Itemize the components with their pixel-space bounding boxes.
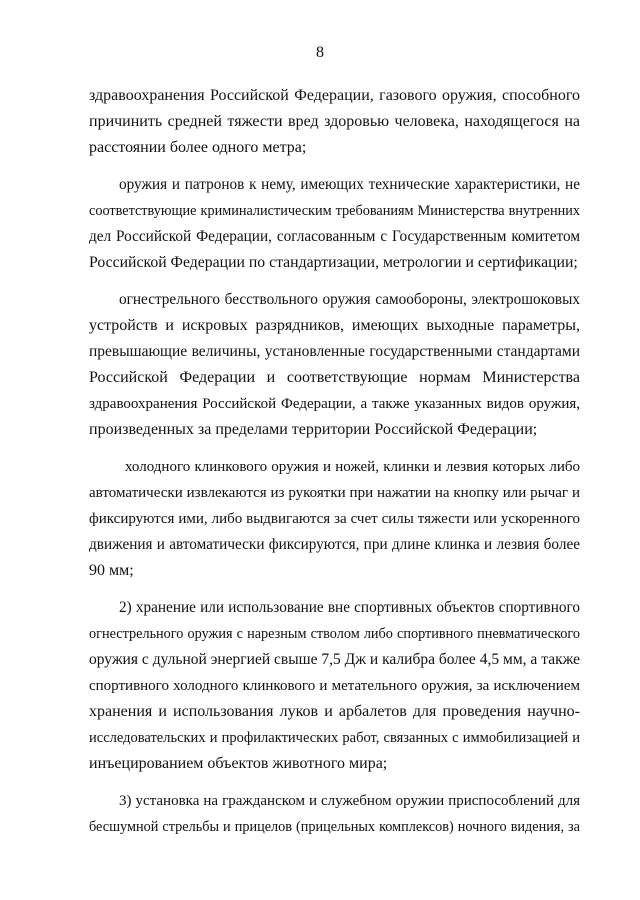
text-line: оружия и патронов к нему, имеющих технические характеристики, не <box>119 176 580 193</box>
paragraph <box>89 457 580 587</box>
text-line: фиксируются ими, либо выдвигаются за счет силы тяжести или ускоренного <box>89 511 580 527</box>
text-line: Российской Федерации и соответствующие нормам Министерства <box>89 369 580 386</box>
paragraph <box>89 290 580 446</box>
text-line: Российской Федерации по стандартизации, метрологии и сертификации; <box>89 254 578 271</box>
text-line: спортивного холодного клинкового и метательного оружия, за исключением <box>89 678 580 694</box>
text-line: автоматически извлекаются из рукоятки при нажатии на кнопку или рычаг и <box>89 485 580 501</box>
paragraph <box>89 791 580 843</box>
text-line: здравоохранения Российской Федерации, газового оружия, способного <box>89 87 580 104</box>
text-line: причинить средней тяжести вред здоровью человека, находящегося на <box>89 113 580 130</box>
paragraph <box>89 86 580 164</box>
text-line: оружия с дульной энергией свыше 7,5 Дж и калибра более 4,5 мм, а также <box>89 651 580 668</box>
page-number: 8 <box>316 44 324 61</box>
text-line: огнестрельного бесствольного оружия самообороны, электрошоковых <box>119 291 580 308</box>
text-line: холодного клинкового оружия и ножей, клинки и лезвия которых либо <box>125 459 580 475</box>
text-line: 90 мм; <box>89 562 134 579</box>
text-line: бесшумной стрельбы и прицелов (прицельных комплексов) ночного видения, за <box>89 819 580 835</box>
text-line: исследовательских и профилактических работ, связанных с иммобилизацией и <box>89 730 580 746</box>
text-line: 3) установка на гражданском и служебном оружии приспособлений для <box>119 793 580 809</box>
text-line: огнестрельного оружия с нарезным стволом либо спортивного пневматического <box>89 626 580 642</box>
text-line: хранения и использования луков и арбалетов для проведения научно- <box>89 703 580 720</box>
text-line: движения и автоматически фиксируются, при длине клинка и лезвия более <box>89 536 580 553</box>
text-line: превышающие величины, установленные государственными стандартами <box>89 343 580 360</box>
text-line: 2) хранение или использование вне спортивных объектов спортивного <box>119 599 580 616</box>
text-line: произведенных за пределами территории Российской Федерации; <box>89 421 538 438</box>
text-line: инъецированием объектов животного мира; <box>89 755 388 772</box>
text-line: устройств и искровых разрядников, имеющих выходные параметры, <box>89 317 580 334</box>
text-line: соответствующие криминалистическим требованиям Министерства внутренних <box>89 203 580 219</box>
text-line: здравоохранения Российской Федерации, а также указанных видов оружия, <box>89 396 580 412</box>
paragraph <box>89 598 580 780</box>
paragraph <box>89 175 580 279</box>
text-line: расстоянии более одного метра; <box>89 139 307 156</box>
text-line: дел Российской Федерации, согласованным с Государственным комитетом <box>89 228 580 245</box>
document-body <box>89 86 580 843</box>
